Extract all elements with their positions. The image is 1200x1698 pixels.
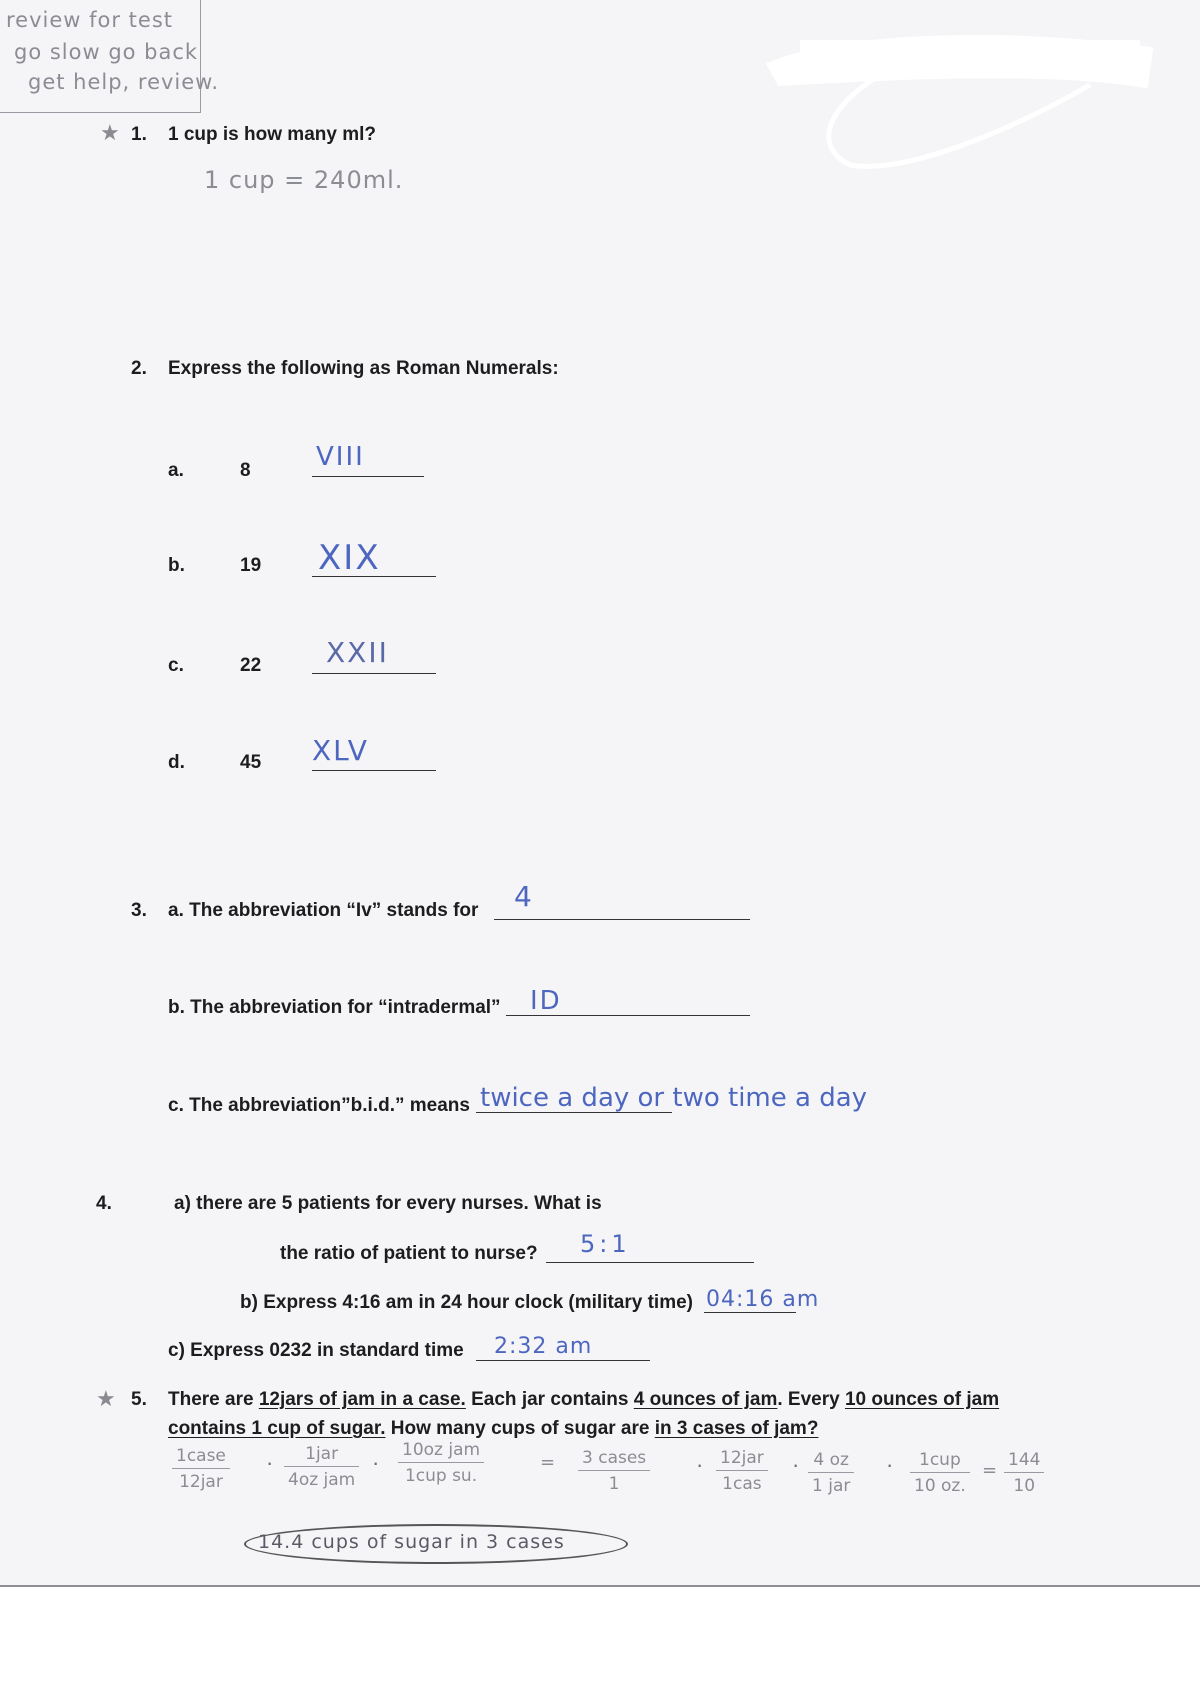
q5-text-part: How many cups of sugar are [385,1418,655,1439]
question-3-number: 3. [131,900,147,921]
multiply-dot: · [372,1450,380,1475]
question-4a-answer-line [546,1262,754,1263]
star-mark-icon: ★ [100,120,120,145]
redaction-scribble [760,15,1160,180]
work-fraction-1-num: 1case [172,1446,230,1469]
q2-item-d-letter: d. [168,752,185,773]
work-result-text: 14.4 cups of sugar in 3 cases [258,1531,565,1553]
question-4c-text: c) Express 0232 in standard time [168,1340,464,1361]
question-4-number: 4. [96,1193,112,1214]
work-fraction-8 [1004,1450,1044,1496]
question-3b-answer-line [506,1015,750,1016]
q5-underlined-part: 10 ounces of jam [844,1389,1000,1410]
question-4c-answer: 2:32 am [494,1334,593,1359]
question-3c-text: c. The abbreviation”b.i.d.” means [168,1095,470,1116]
multiply-dot: · [792,1452,800,1477]
work-fraction-4 [578,1448,650,1494]
work-fraction-4-den: 1 [608,1474,620,1494]
question-4b-answer: 04:16 am [706,1287,820,1312]
question-4b-text: b) Express 4:16 am in 24 hour clock (military time) [240,1292,693,1313]
work-fraction-5-den: 1cas [722,1474,762,1494]
q2-item-a-answer: VIII [316,442,365,472]
q2-item-c-answer: XXII [326,636,389,669]
q5-text-part: There are [168,1389,259,1410]
q2-item-c-value: 22 [240,655,262,676]
work-fraction-1-den: 12jar [179,1472,223,1492]
work-fraction-2-num: 1jar [284,1444,359,1467]
margin-note-line-1: review for test [6,8,174,32]
work-fraction-8-den: 10 [1013,1476,1036,1496]
q2-item-a-letter: a. [168,460,184,481]
work-equals-sign-2: = [982,1460,999,1481]
work-fraction-6-den: 1 jar [812,1476,851,1496]
q2-item-b-value: 19 [240,555,262,576]
work-fraction-6 [808,1450,854,1496]
work-fraction-3 [398,1440,484,1486]
q5-underlined-part: 12jars of jam in a case. [258,1389,466,1410]
work-fraction-6-num: 4 oz [808,1450,854,1473]
question-4a-answer: 5:1 [580,1230,631,1258]
work-equals-sign: = [540,1452,557,1473]
q2-item-d-answer-line [312,770,436,771]
question-2-text: Express the following as Roman Numerals: [168,358,559,379]
q5-text-part: . Every [777,1389,845,1410]
q5-underlined-part: in 3 cases of jam? [654,1418,819,1439]
star-mark-icon-q5: ★ [96,1386,116,1411]
q2-item-c-answer-line [312,673,436,674]
q2-item-c-letter: c. [168,655,184,676]
question-1-answer: 1 cup = 240ml. [204,166,404,194]
question-3c-answer-line [476,1112,672,1113]
work-fraction-7-num: 1cup [910,1450,970,1473]
q2-item-b-answer: XIX [318,538,381,578]
work-fraction-5-num: 12jar [716,1448,768,1471]
question-3b-answer: ID [530,986,562,1016]
q5-underlined-part: contains 1 cup of sugar. [168,1418,386,1439]
q2-item-b-answer-line [312,576,436,577]
work-fraction-5 [716,1448,768,1494]
question-4c-answer-line [476,1360,650,1361]
work-fraction-2-den: 4oz jam [288,1470,356,1490]
q2-item-a-value: 8 [240,460,251,481]
work-fraction-3-num: 10oz jam [398,1440,484,1463]
q2-item-d-answer: XLV [312,734,369,767]
q2-item-d-value: 45 [240,752,262,773]
question-3a-text: a. The abbreviation “Iv” stands for [168,900,479,921]
multiply-dot: · [266,1450,274,1475]
question-5-number: 5. [131,1389,147,1410]
work-fraction-1 [172,1446,230,1492]
question-1-text: 1 cup is how many ml? [168,124,376,145]
question-3c-answer: twice a day or two time a day [480,1083,868,1113]
work-fraction-8-num: 144 [1004,1450,1044,1473]
question-1-number: 1. [131,124,147,145]
margin-note-line-3: get help, review. [28,70,220,94]
work-fraction-3-den: 1cup su. [404,1466,478,1486]
margin-note-box [0,0,220,113]
question-4a-line-2: the ratio of patient to nurse? [280,1243,538,1264]
q5-text-part: Each jar contains [465,1389,634,1410]
question-4a-line-1: a) there are 5 patients for every nurses. What is [174,1193,602,1214]
work-fraction-7-den: 10 oz. [914,1476,966,1496]
question-2-number: 2. [131,358,147,379]
question-3a-answer: 4 [514,880,534,913]
question-3a-answer-line [494,919,750,920]
q5-underlined-part: 4 ounces of jam [633,1389,778,1410]
multiply-dot: · [696,1452,704,1477]
work-fraction-2 [284,1444,359,1490]
work-fraction-4-num: 3 cases [578,1448,650,1471]
margin-note-line-2: go slow go back [14,40,199,64]
work-fraction-7 [910,1450,970,1496]
question-5-line-1 [168,1389,999,1411]
q2-item-b-letter: b. [168,555,185,576]
question-4b-answer-line [704,1312,796,1313]
q2-item-a-answer-line [312,476,424,477]
multiply-dot: · [886,1452,894,1477]
question-3b-text: b. The abbreviation for “intradermal” [168,997,501,1018]
question-5-line-2 [168,1418,818,1440]
